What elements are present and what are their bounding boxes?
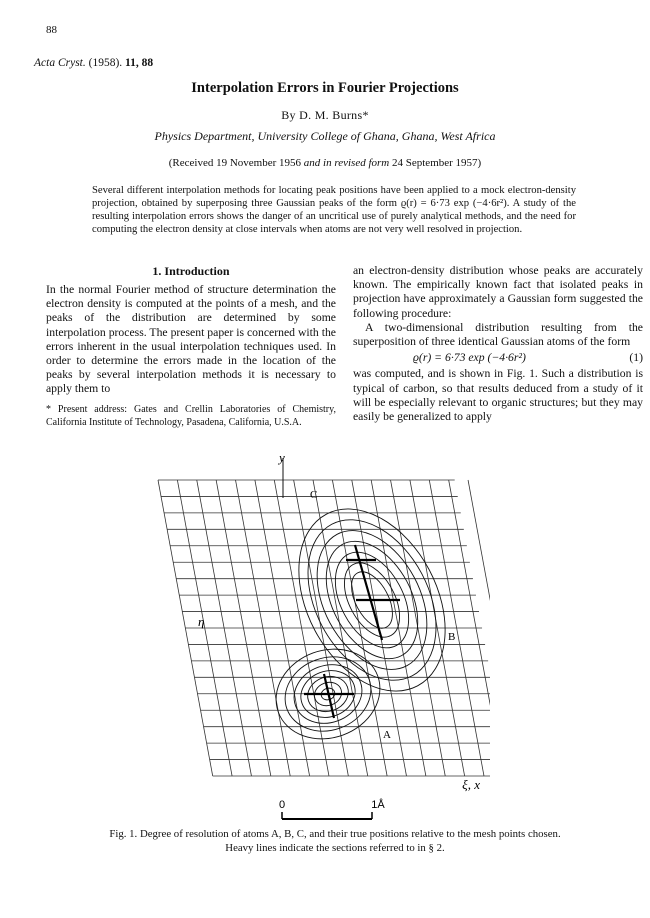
abstract: Several different interpolation methods for locating peak positions have been applied to a mock electron-density projection, obtained by superposing three Gaussian peaks of the form ϱ(r) = 6·73 exp (−4·6r²). A study of the resulting interpolation errors shows the danger of an uncritical use of purely analytical methods, and the need for computing the electron density at close intervals when atoms are not very well resolved in projection. — [92, 185, 576, 235]
author-line: By D. M. Burns* — [281, 108, 369, 122]
received-close: ) — [477, 157, 482, 169]
equation-number: (1) — [629, 351, 643, 365]
caption-line-1: Fig. 1. Degree of resolution of atoms A, B, C, and their true positions relative to the mesh points chosen. — [109, 828, 561, 840]
affiliation: Physics Department, University College of Ghana, Ghana, West Africa — [154, 129, 496, 143]
atom-label-b: B — [448, 631, 456, 643]
caption-line-2: Heavy lines indicate the sections referred to in § 2. — [225, 842, 445, 854]
figure-caption — [70, 827, 600, 855]
eta-label: η — [198, 614, 205, 629]
y-axis-label: y — [279, 450, 285, 465]
intro-paragraph: In the normal Fourier method of structure determination the electron density is computed at the points of a mesh, and the peaks of the distribution are determined by some interpolation process. The present paper is concerned with the errors inherent in the usual interpolation techniques used. In order to determine the errors made in the location of the peaks by several interpolation methods it is necessary to apply them to — [46, 283, 336, 396]
scale-one-angstrom: 1Å — [371, 799, 385, 811]
paper-title: Interpolation Errors in Fourier Projections — [191, 80, 459, 96]
received-mid: and in revised form — [301, 157, 392, 169]
density-contours — [263, 484, 474, 753]
atom-label-c: C — [310, 489, 318, 501]
atom-label-a: A — [383, 729, 391, 741]
received-open: (Received — [168, 157, 217, 169]
right-paragraph-1: an electron-density distribution whose peaks are accurately known. The empirically known fact that isolated peaks in projection have approximately a Gaussian form suggested the following procedure: — [353, 264, 643, 320]
journal-volume-page: 11, 88 — [125, 57, 154, 69]
right-column — [353, 264, 643, 424]
journal-name: Acta Cryst. — [34, 57, 86, 69]
received-dates — [0, 157, 650, 169]
right-paragraph-2: A two-dimensional distribution resulting from the superposition of three identical Gaussian atoms of the form — [353, 320, 643, 349]
equation-1 — [353, 351, 643, 365]
figure-1-mesh-diagram — [150, 450, 490, 795]
journal-year: (1958). — [88, 57, 123, 69]
right-paragraph-3: was computed, and is shown in Fig. 1. Such a distribution is typical of carbon, so that results deduced from a study of it will be especially relevant to organic structures; but they may easily be generalized to apply — [353, 367, 643, 424]
received-date-2: 24 September 1957 — [392, 157, 478, 169]
journal-reference — [34, 57, 153, 69]
scale-zero: 0 — [278, 799, 286, 811]
section-heading: 1. Introduction — [152, 264, 230, 278]
left-column — [46, 283, 336, 397]
equation-text: ϱ(r) = 6·73 exp (−4·6r²) — [413, 351, 526, 365]
footnote: * Present address: Gates and Crellin Laboratories of Chemistry, California Institute of Technology, Pasadena, California, U.S.A. — [46, 404, 336, 428]
scale-bar — [270, 796, 410, 826]
xi-x-label: ξ, x — [462, 777, 480, 792]
page-number: 88 — [46, 24, 57, 36]
received-date-1: 19 November 1956 — [216, 157, 302, 169]
